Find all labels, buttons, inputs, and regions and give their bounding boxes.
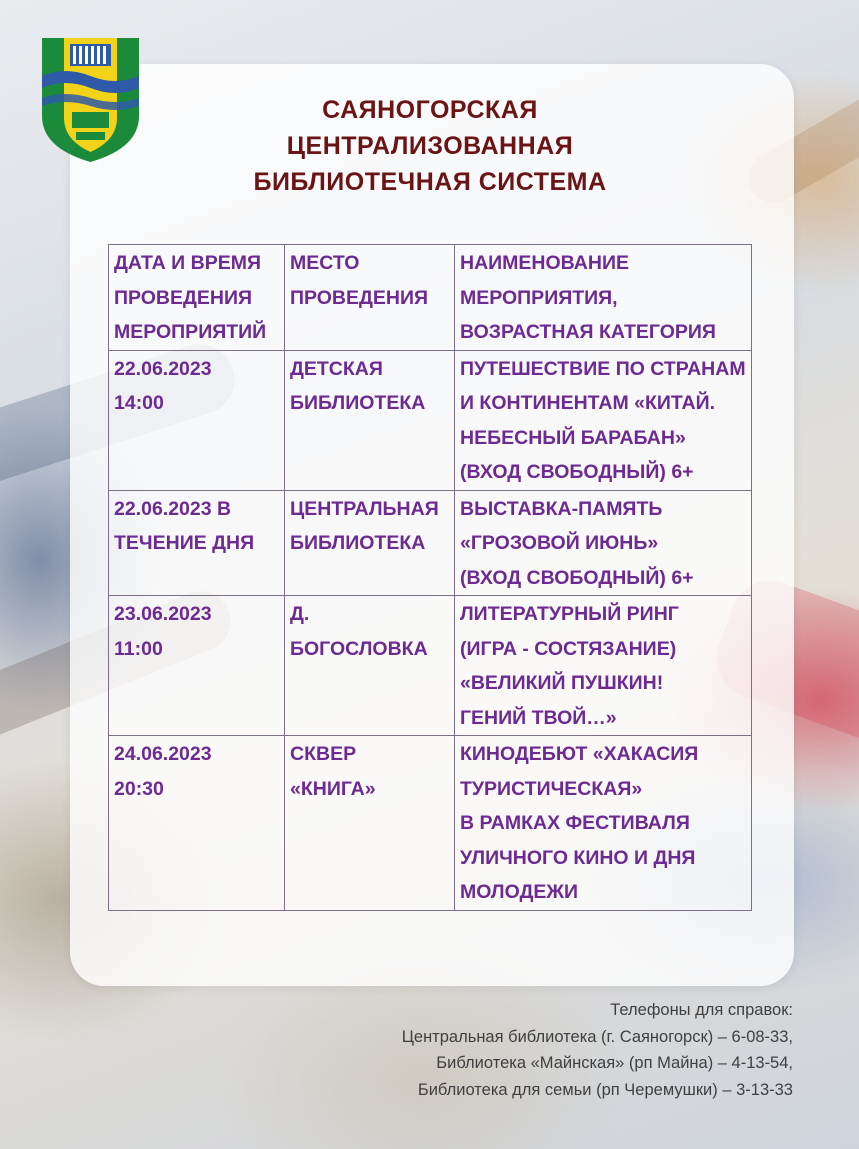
contact-info [173,997,793,1103]
cell-place: СКВЕР «КНИГА» [285,736,455,911]
cell-event: ЛИТЕРАТУРНЫЙ РИНГ (ИГРА - СОСТЯЗАНИЕ) «ВЕЛИКИЙ ПУШКИН! ГЕНИЙ ТВОЙ…» [455,596,752,736]
table-row [109,736,752,911]
header-event: НАИМЕНОВАНИЕ МЕРОПРИЯТИЯ, ВОЗРАСТНАЯ КАТЕГОРИЯ [455,245,752,351]
contact-line: Библиотека «Майнская» (рп Майна) – 4-13-54, [436,1054,793,1072]
title-line: САЯНОГОРСКАЯ [322,96,538,124]
cell-place: ЦЕНТРАЛЬНАЯ БИБЛИОТЕКА [285,490,455,596]
table-row [109,490,752,596]
contact-heading: Телефоны для справок: [610,1001,793,1019]
table-row [109,596,752,736]
cell-datetime: 22.06.2023 В ТЕЧЕНИЕ ДНЯ [109,490,285,596]
table-header-row [109,245,752,351]
cell-event: ВЫСТАВКА-ПАМЯТЬ «ГРОЗОВОЙ ИЮНЬ» (ВХОД СВОБОДНЫЙ) 6+ [455,490,752,596]
cell-datetime: 23.06.2023 11:00 [109,596,285,736]
cell-event: КИНОДЕБЮТ «ХАКАСИЯ ТУРИСТИЧЕСКАЯ» В РАМКАХ ФЕСТИВАЛЯ УЛИЧНОГО КИНО И ДНЯ МОЛОДЕЖИ [455,736,752,911]
header-datetime: ДАТА И ВРЕМЯ ПРОВЕДЕНИЯ МЕРОПРИЯТИЙ [109,245,285,351]
table-row [109,350,752,490]
cell-place: Д. БОГОСЛОВКА [285,596,455,736]
cell-datetime: 22.06.2023 14:00 [109,350,285,490]
contact-line: Библиотека для семьи (рп Черемушки) – 3-13-33 [417,1080,793,1099]
page-title [150,92,710,200]
header-place: МЕСТО ПРОВЕДЕНИЯ [285,245,455,351]
cell-event: ПУТЕШЕСТВИЕ ПО СТРАНАМ И КОНТИНЕНТАМ «КИТАЙ. НЕБЕСНЫЙ БАРАБАН» (ВХОД СВОБОДНЫЙ) 6+ [455,350,752,490]
title-line: ЦЕНТРАЛИЗОВАННАЯ [286,132,574,160]
cell-datetime: 24.06.2023 20:30 [109,736,285,911]
city-coat-of-arms-icon [40,36,141,164]
contact-line: Центральная библиотека (г. Саяногорск) – 6-08-33, [401,1027,793,1046]
cell-place: ДЕТСКАЯ БИБЛИОТЕКА [285,350,455,490]
title-line: БИБЛИОТЕЧНАЯ СИСТЕМА [253,168,607,196]
events-table [108,244,752,911]
